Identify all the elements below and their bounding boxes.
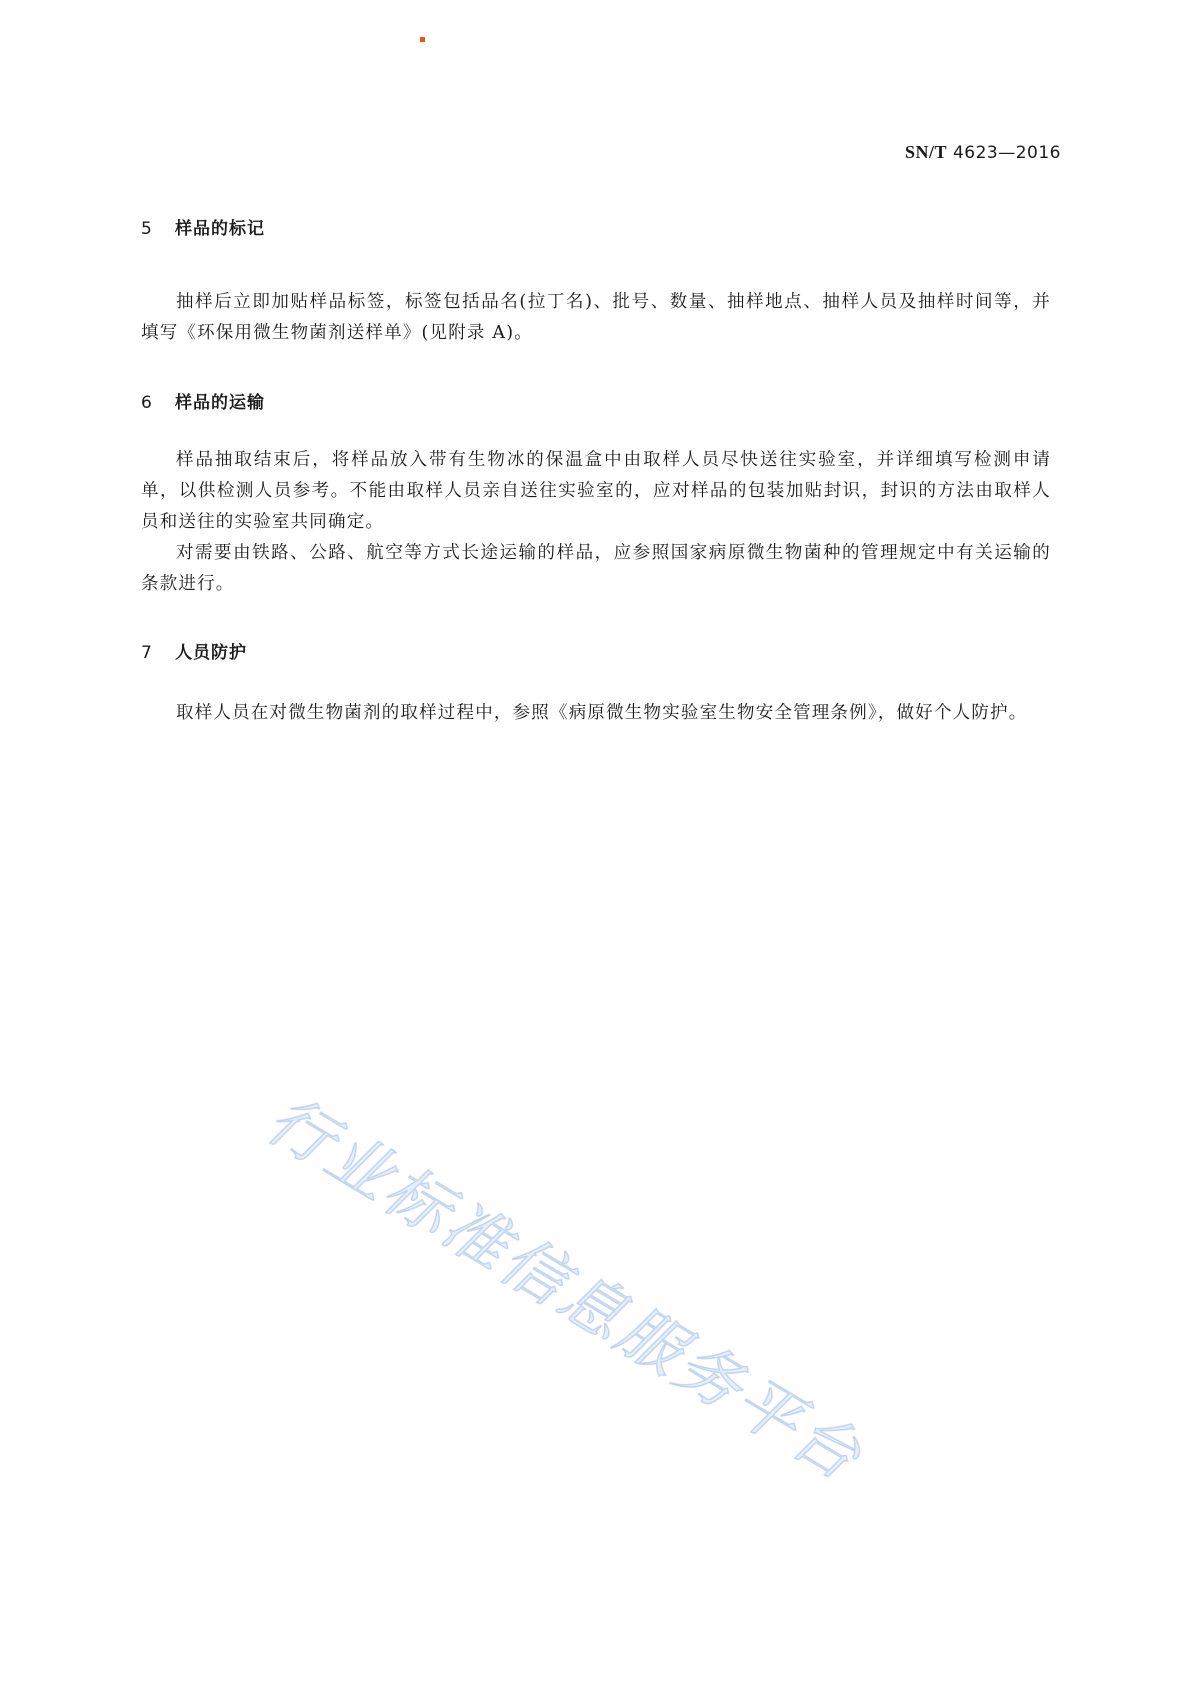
section-6-paragraph-1: 样品抽取结束后，将样品放入带有生物冰的保温盒中由取样人员尽快送往实验室，并详细填写检测申请单，以供检测人员参考。不能由取样人员亲自送往实验室的，应对样品的包装加贴封识，封识的方法由取样人员和送往的实验室共同确定。 (141, 450, 1051, 532)
section-5-heading (141, 214, 265, 239)
standard-code (905, 142, 1061, 163)
section-5-paragraph-1: 抽样后立即加贴样品标签，标签包括品名(拉丁名)、批号、数量、抽样地点、抽样人员及抽样时间等，并填写《环保用微生物菌剂送样单》(见附录 A)。 (141, 292, 1051, 343)
section-7-heading (141, 638, 247, 663)
orange-marker-dot (420, 37, 425, 42)
section-number: 7 (141, 643, 153, 663)
watermark-text: 行业标准信息服务平台 (254, 1082, 876, 1497)
standard-number: 4623—2016 (952, 143, 1061, 163)
section-number: 5 (141, 219, 153, 239)
section-number: 6 (141, 393, 153, 413)
standard-prefix: SN/T (905, 142, 948, 162)
section-6-paragraph-2: 对需要由铁路、公路、航空等方式长途运输的样品，应参照国家病原微生物菌种的管理规定中有关运输的条款进行。 (141, 543, 1051, 594)
section-7-paragraph-1: 取样人员在对微生物菌剂的取样过程中，参照《病原微生物实验室生物安全管理条例》，做好个人防护。 (176, 703, 1028, 723)
section-title: 样品的标记 (175, 219, 265, 239)
section-title: 样品的运输 (175, 393, 265, 413)
section-6-heading (141, 388, 265, 413)
section-title: 人员防护 (175, 643, 247, 663)
